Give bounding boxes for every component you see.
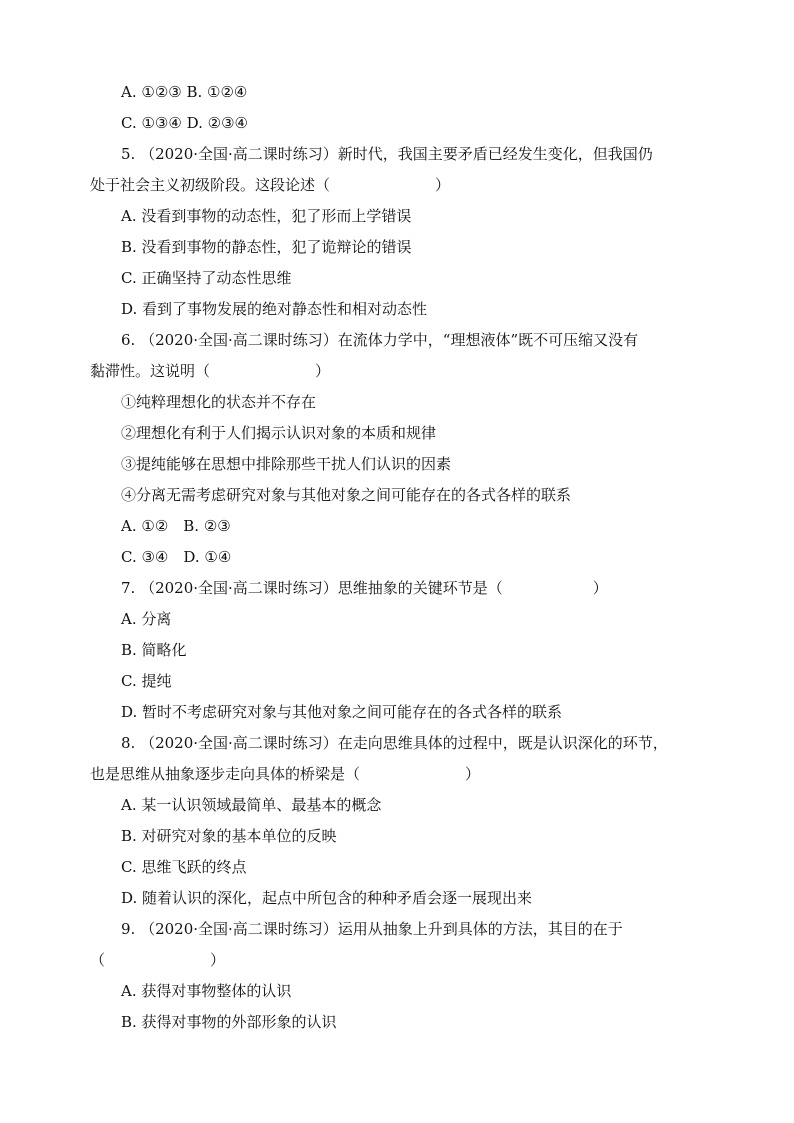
q8-option-d: D. 随着认识的深化，起点中所包含的种种矛盾会逐一展现出来 [121,889,533,907]
q6-statement-2: ②理想化有利于人们揭示认识对象的本质和规律 [121,424,437,442]
question-8-stem-cont: 也是思维从抽象逐步走向具体的桥梁是（ ） [90,765,481,783]
question-7-stem: 7. （2020·全国·高二课时练习）思维抽象的关键环节是（ ） [121,579,608,597]
q4-options-ab: A. ①②③ B. ①②④ [121,83,248,101]
question-5-stem: 5. （2020·全国·高二课时练习）新时代，我国主要矛盾已经发生变化，但我国仍 [121,145,653,163]
q8-option-a: A. 某一认识领域最简单、最基本的概念 [121,796,382,814]
question-5-stem-cont: 处于社会主义初级阶段。这段论述（ ） [90,176,451,194]
q6-options-cd: C. ③④ D. ①④ [121,548,232,566]
question-9-stem: 9. （2020·全国·高二课时练习）运用从抽象上升到具体的方法，其目的在于 [121,920,623,938]
q8-option-b: B. 对研究对象的基本单位的反映 [121,827,337,845]
q7-option-c: C. 提纯 [121,672,172,690]
q7-option-a: A. 分离 [121,610,172,628]
question-6-stem-cont: 黏滞性。这说明（ ） [90,362,331,380]
q6-statement-1: ①纯粹理想化的状态并不存在 [121,393,317,411]
q8-option-c: C. 思维飞跃的终点 [121,858,247,876]
question-8-stem: 8. （2020·全国·高二课时练习）在走向思维具体的过程中，既是认识深化的环节， [121,734,668,752]
q6-statement-3: ③提纯能够在思想中排除那些干扰人们认识的因素 [121,455,452,473]
q5-option-b: B. 没看到事物的静态性，犯了诡辩论的错误 [121,238,412,256]
q7-option-b: B. 简略化 [121,641,187,659]
q6-statement-4: ④分离无需考虑研究对象与其他对象之间可能存在的各式各样的联系 [121,486,572,504]
q5-option-a: A. 没看到事物的动态性，犯了形而上学错误 [121,207,412,225]
q7-option-d: D. 暂时不考虑研究对象与其他对象之间可能存在的各式各样的联系 [121,703,563,721]
question-6-stem: 6. （2020·全国·高二课时练习）在流体力学中，“理想液体”既不可压缩又没有 [121,331,639,349]
q6-options-ab: A. ①② B. ②③ [121,517,231,535]
q5-option-c: C. 正确坚持了动态性思维 [121,269,292,287]
q9-option-b: B. 获得对事物的外部形象的认识 [121,1013,337,1031]
question-9-stem-cont: （ ） [90,951,226,969]
q9-option-a: A. 获得对事物整体的认识 [121,982,292,1000]
q4-options-cd: C. ①③④ D. ②③④ [121,114,248,132]
q5-option-d: D. 看到了事物发展的绝对静态性和相对动态性 [121,300,428,318]
